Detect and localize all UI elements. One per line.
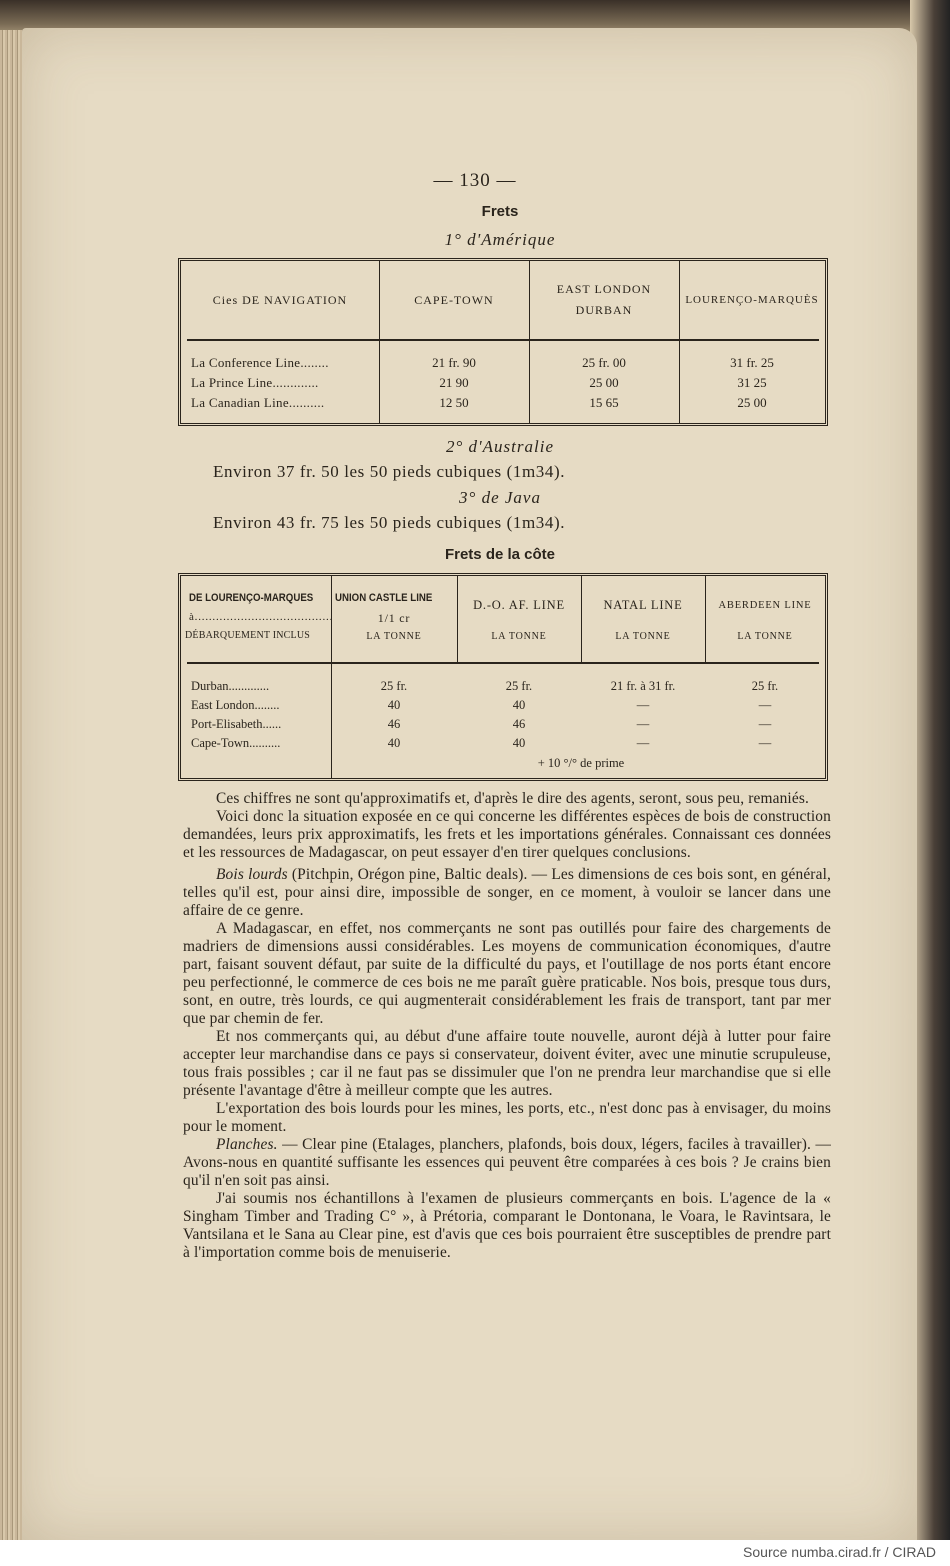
freight-table-coast [178,573,828,781]
page-sheet [22,28,917,1540]
paragraph: J'ai soumis nos échantillons à l'examen de plusieurs commerçants en bois. L'agence de la « Singham Timber and Trading C° », à Prétoria, comparant le Dontonana, le Voara, le Ravintsara, le Vantsilana et le Sana au Clear pine, est d'avis que ces bois pourraient être susceptibles de prendre part à l'importation comme bois de menuiserie. [183,1190,831,1261]
paragraph: L'exportation des bois lourds pour les mines, les ports, etc., n'est donc pas à envisager, du moins pour le moment. [183,1100,831,1135]
header-eastlondon-durban [529,261,679,339]
heading-frets: Frets [481,203,519,220]
paragraph: Planches. — Clear pine (Etalages, planchers, plafonds, bois doux, légers, faciles à travailler). — Avons-nous en quantité suffisante les essences qui peuvent être comparées à ces bois ? Je crains bien qu'il n'en soit pas ainsi. [183,1136,831,1189]
header-aberdeen: ABERDEEN LINE [718,600,812,611]
header-from-lourenco: DE LOURENÇO-MARQUES [189,592,314,604]
header-durban: DURBAN [575,303,633,317]
paragraph: Bois lourds (Pitchpin, Orégon pine, Baltic deals). — Les dimensions de ces bois sont, en général, telles qu'il est, pour ainsi dire, impossible de songer, en ce moment, à vouloir se lancer dans une affaire de ce genre. [183,866,831,919]
australie-text: Environ 37 fr. 50 les 50 pieds cubiques (1m34). [213,462,566,481]
header-union-class: 1/1 cr [377,611,411,625]
source-credit: Source numba.cirad.fr / CIRAD [743,1544,936,1560]
table-footer: + 10 °/° de prime [537,756,625,770]
paragraph: A Madagascar, en effet, nos commerçants ne sont pas outillés pour faire des chargements de madriers de dimensions aussi considérables. Les moyens de communication économiques, d'autre part, faisant souvent défaut, par suite de la difficulté du pays, et l'outillage de nos ports étant encore peu perfectionné, le commerce de ces bois ne me paraît guère praticable. Nos bois, presque tous durs, sont, en outre, très lourds, ce qui augmenterait considérablement les frais de transport, tant par mer que par chemin de fer. [183,920,831,1027]
paragraph: Voici donc la situation exposée en ce qui concerne les différentes espèces de bois de construction demandées, leurs prix approximatifs, les frets et les importations générales. Connaissant ces données et les ressources de Madagascar, on peut essayer d'en tirer quelques conclusions. [183,808,831,861]
paragraph: Et nos commerçants qui, au début d'une affaire toute nouvelle, auront déjà à lutter pour faire accepter leur marchandise dans ce pays si conservateur, doivent éviter, avec une minutie scrupuleuse, tous frais possibles ; car il ne faut pas se dissimuler que l'on ne prendra leur marchandise que si elle présente l'avantage d'être à meilleur compte que les autres. [183,1028,831,1099]
paragraph: Ces chiffres ne sont qu'approximatifs et, d'après le dire des agents, seront, sous peu, remaniés. [216,790,809,807]
emphasis-bois-lourds: Bois lourds [216,866,288,883]
header-eastlondon: EAST LONDON [556,282,652,296]
header-union-castle: UNION CASTLE LINE [335,592,433,604]
header-aberdeen-tonne: LA TONNE [737,631,793,642]
table-row: East London........ 40 40 — — [191,698,772,712]
table-row: Durban............. 25 fr. 25 fr. 21 fr. à 31 fr. 25 fr. [191,679,779,693]
header-company: Cies DE NAVIGATION [212,292,348,307]
emphasis-planches: Planches. [216,1136,278,1153]
source-footer [0,1540,950,1566]
section-amerique: 1° d'Amérique [444,230,556,249]
header-natal-tonne: LA TONNE [615,631,671,642]
freight-table-america [178,258,828,426]
header-lourenco: LOURENÇO-MARQUÈS [685,293,819,306]
header-union-tonne: LA TONNE [366,631,422,642]
table-row: La Prince Line............. 21 90 25 00 31 25 [191,375,767,390]
header-to: à....................................... [189,611,334,623]
java-text: Environ 43 fr. 75 les 50 pieds cubiques (1m34). [213,513,566,532]
table-row: La Conference Line........ 21 fr. 90 25 fr. 00 31 fr. 25 [191,355,774,370]
body-text [183,790,831,1262]
header-dao: D.-O. AF. LINE [473,598,565,612]
page-number: — 130 — [433,170,517,191]
section-australie: 2° d'Australie [445,437,554,456]
header-landing-included: DÉBARQUEMENT INCLUS [185,630,311,641]
heading-frets-cote: Frets de la côte [444,546,556,563]
section-java: 3° de Java [459,488,541,507]
header-natal: NATAL LINE [603,598,683,612]
header-capetown: CAPE-TOWN [414,292,494,307]
header-dao-tonne: LA TONNE [491,631,547,642]
table-row: Cape-Town.......... 40 40 — — [191,736,772,750]
table-row: Port-Elisabeth...... 46 46 — — [191,717,772,731]
table-row: La Canadian Line.......... 12 50 15 65 25 00 [191,395,767,410]
book-edge-left [0,30,24,1540]
